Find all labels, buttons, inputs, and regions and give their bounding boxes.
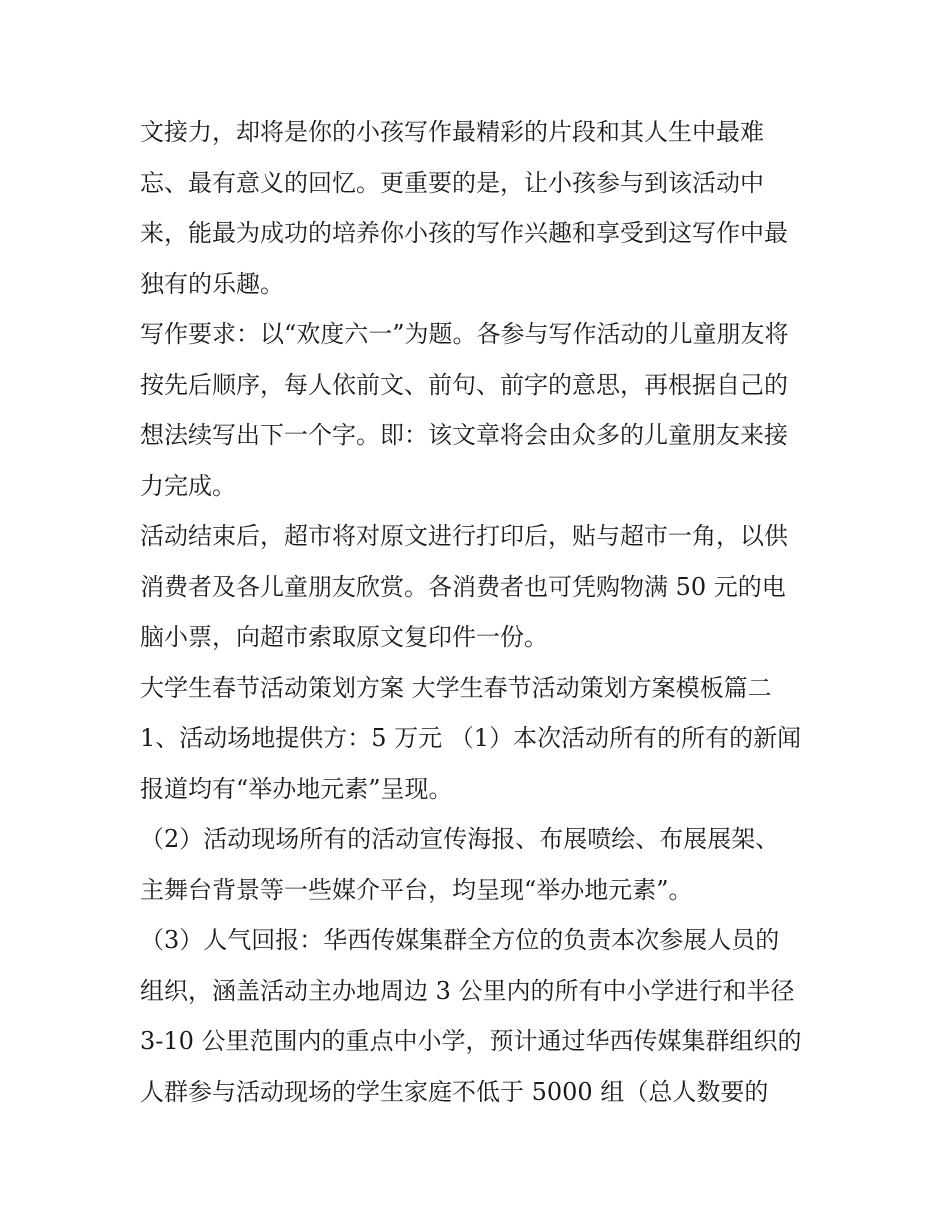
text-line-16: 主舞台背景等一些媒介平台，均呈现“举办地元素”。 [140,875,693,904]
text-line-8: 力完成。 [140,471,236,500]
text-line-19: 3-10 公里范围内的重点中小学，预计通过华西传媒集群组织的 [140,1027,802,1055]
text-line-18: 组织，涵盖活动主办地周边 3 公里内的所有中小学进行和半径 [140,976,795,1005]
text-line-2: 忘、最有意义的回忆。更重要的是，让小孩参与到该活动中 [140,168,764,197]
text-line-11: 脑小票，向超市索取原文复印件一份。 [140,623,548,651]
text-line-17: （3）人气回报：华西传媒集群全方位的负责本次参展人员的 [140,926,780,954]
text-line-4: 独有的乐趣。 [140,269,284,298]
text-line-7: 想法续写出下一个字。即：该文章将会由众多的儿童朋友来接 [140,421,788,449]
text-line-3: 来，能最为成功的培养你小孩的写作兴趣和享受到这写作中最 [140,219,788,247]
text-line-13: 1、活动场地提供方：5 万元 （1）本次活动所有的所有的新闻 [140,724,802,752]
text-line-9: 活动结束后，超市将对原文进行打印后，贴与超市一角，以供 [140,522,788,550]
text-line-6: 按先后顺序，每人依前文、前句、前字的意思，再根据自己的 [140,370,788,399]
text-line-5: 写作要求：以“欢度六一”为题。各参与写作活动的儿童朋友将 [140,320,789,348]
text-line-1: 文接力，却将是你的小孩写作最精彩的片段和其人生中最难 [140,118,764,146]
text-line-14: 报道均有“举办地元素”呈现。 [140,774,453,803]
text-line-15: （2）活动现场所有的活动宣传海报、布展喷绘、布展展架、 [140,825,780,853]
text-line-12: 大学生春节活动策划方案 大学生春节活动策划方案模板篇二 [140,673,772,702]
text-line-10: 消费者及各儿童朋友欣赏。各消费者也可凭购物满 50 元的电 [140,572,786,601]
text-line-20: 人群参与活动现场的学生家庭不低于 5000 组（总人数要的 [140,1077,769,1106]
body-text [140,107,820,1117]
